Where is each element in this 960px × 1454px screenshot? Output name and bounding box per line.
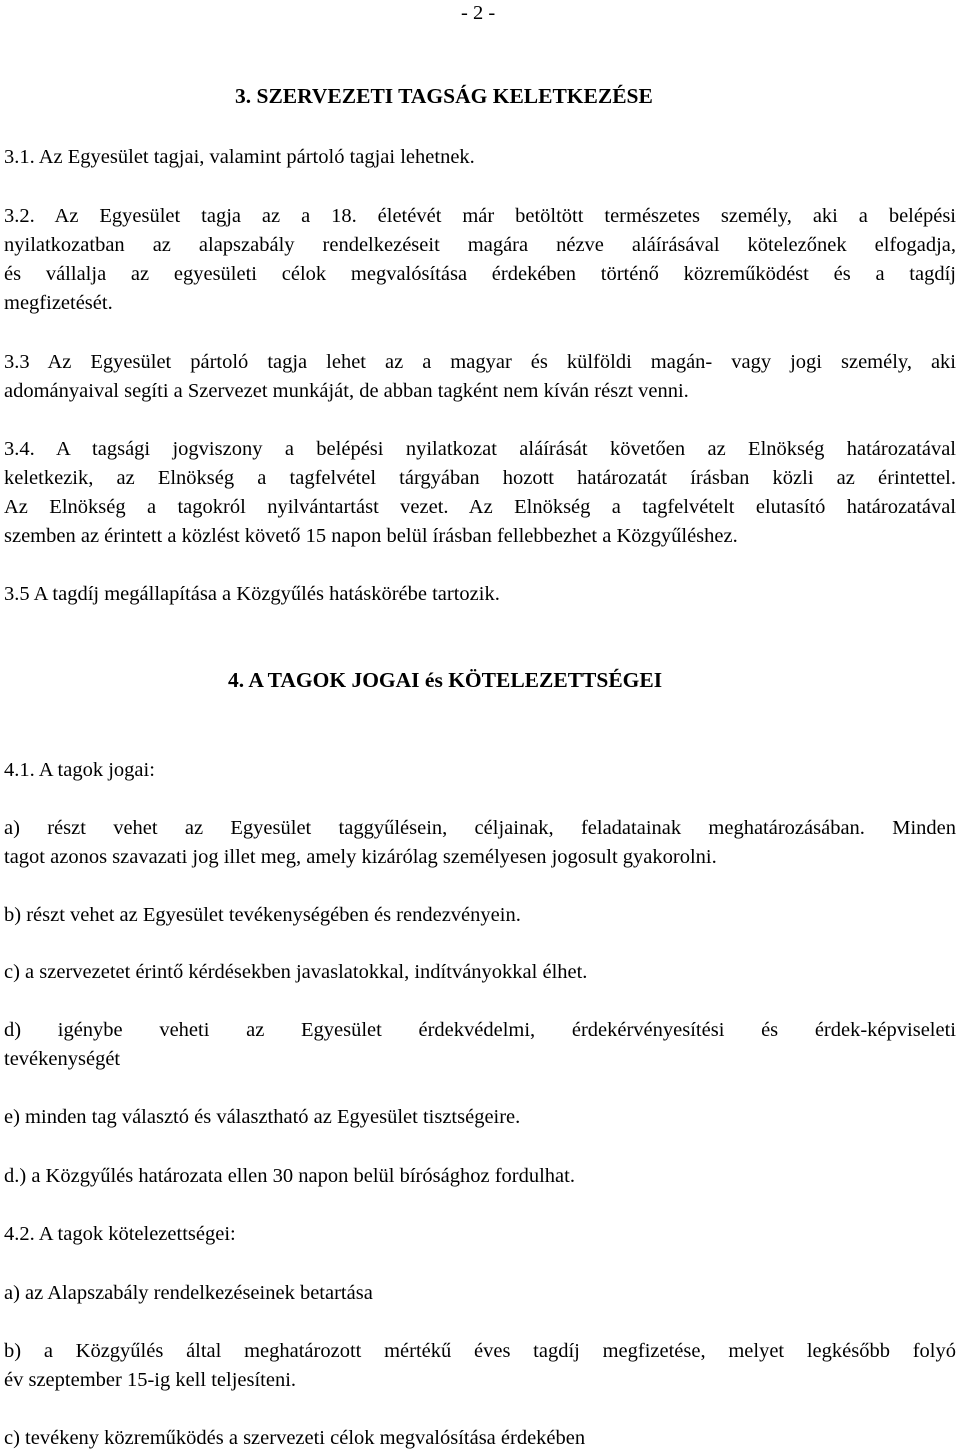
right-d2: d.) a Közgyűlés határozata ellen 30 napon belül bírósághoz fordulhat. <box>4 1165 575 1187</box>
paragraph-line: 3.2. Az Egyesület tagja az a 18. életévét már betöltött természetes személy, aki a belépési <box>4 205 956 227</box>
right-c: c) a szervezetet érintő kérdésekben javaslatokkal, indítványokkal élhet. <box>4 961 588 983</box>
paragraph-3-1: 3.1. Az Egyesület tagjai, valamint pártoló tagjai lehetnek. <box>4 146 475 168</box>
paragraph-line: és vállalja az egyesületi célok megvalósítása érdekében történő közreműködést és a tagdíj <box>4 263 956 285</box>
paragraph-line: b) a Közgyűlés által meghatározott mértékű éves tagdíj megfizetése, melyet legkésőbb folyó <box>4 1340 956 1362</box>
rights-title: 4.1. A tagok jogai: <box>4 759 155 781</box>
section-3-heading: 3. SZERVEZETI TAGSÁG KELETKEZÉSE <box>235 84 653 108</box>
paragraph-line: nyilatkozatban az alapszabály rendelkezéseit magára nézve aláírásával kötelezőnek elfogadja, <box>4 234 956 256</box>
duty-a: a) az Alapszabály rendelkezéseinek betartása <box>4 1282 373 1304</box>
paragraph-line: tagot azonos szavazati jog illet meg, amely kizárólag személyesen jogosult gyakorolni. <box>4 846 717 868</box>
paragraph-line: 3.3 Az Egyesület pártoló tagja lehet az a magyar és külföldi magán- vagy jogi személy, aki <box>4 351 956 373</box>
duties-title: 4.2. A tagok kötelezettségei: <box>4 1223 236 1245</box>
paragraph-line: év szeptember 15-ig kell teljesíteni. <box>4 1369 297 1391</box>
right-b: b) részt vehet az Egyesület tevékenységében és rendezvényein. <box>4 904 521 926</box>
paragraph-line: keletkezik, az Elnökség a tagfelvétel tárgyában hozott határozatát írásban közli az érintettel. <box>4 467 956 489</box>
paragraph-line: megfizetését. <box>4 292 113 314</box>
paragraph-line: d) igénybe veheti az Egyesület érdekvédelmi, érdekérvényesítési és érdek-képviseleti <box>4 1019 956 1041</box>
section-4-heading: 4. A TAGOK JOGAI és KÖTELEZETTSÉGEI <box>228 668 663 692</box>
paragraph-3-5: 3.5 A tagdíj megállapítása a Közgyűlés hatáskörébe tartozik. <box>4 583 500 605</box>
paragraph-line: adományaival segíti a Szervezet munkáját, de abban tagként nem kíván részt venni. <box>4 380 689 402</box>
paragraph-line: szemben az érintett a közlést követő 15 napon belül írásban fellebbezhet a Közgyűléshez. <box>4 525 738 547</box>
paragraph-line: tevékenységét <box>4 1048 121 1070</box>
page-number: - 2 - <box>461 2 496 24</box>
right-e: e) minden tag választó és választható az Egyesület tisztségeire. <box>4 1106 521 1128</box>
paragraph-line: 3.4. A tagsági jogviszony a belépési nyilatkozat aláírását követően az Elnökség határozatával <box>4 438 956 460</box>
paragraph-line: Az Elnökség a tagokról nyilvántartást vezet. Az Elnökség a tagfelvételt elutasító határozatával <box>4 496 956 518</box>
paragraph-line: a) részt vehet az Egyesület taggyűlésein, céljainak, feladatainak meghatározásában. Minden <box>4 817 956 839</box>
duty-c: c) tevékeny közreműködés a szervezeti célok megvalósítása érdekében <box>4 1427 586 1449</box>
